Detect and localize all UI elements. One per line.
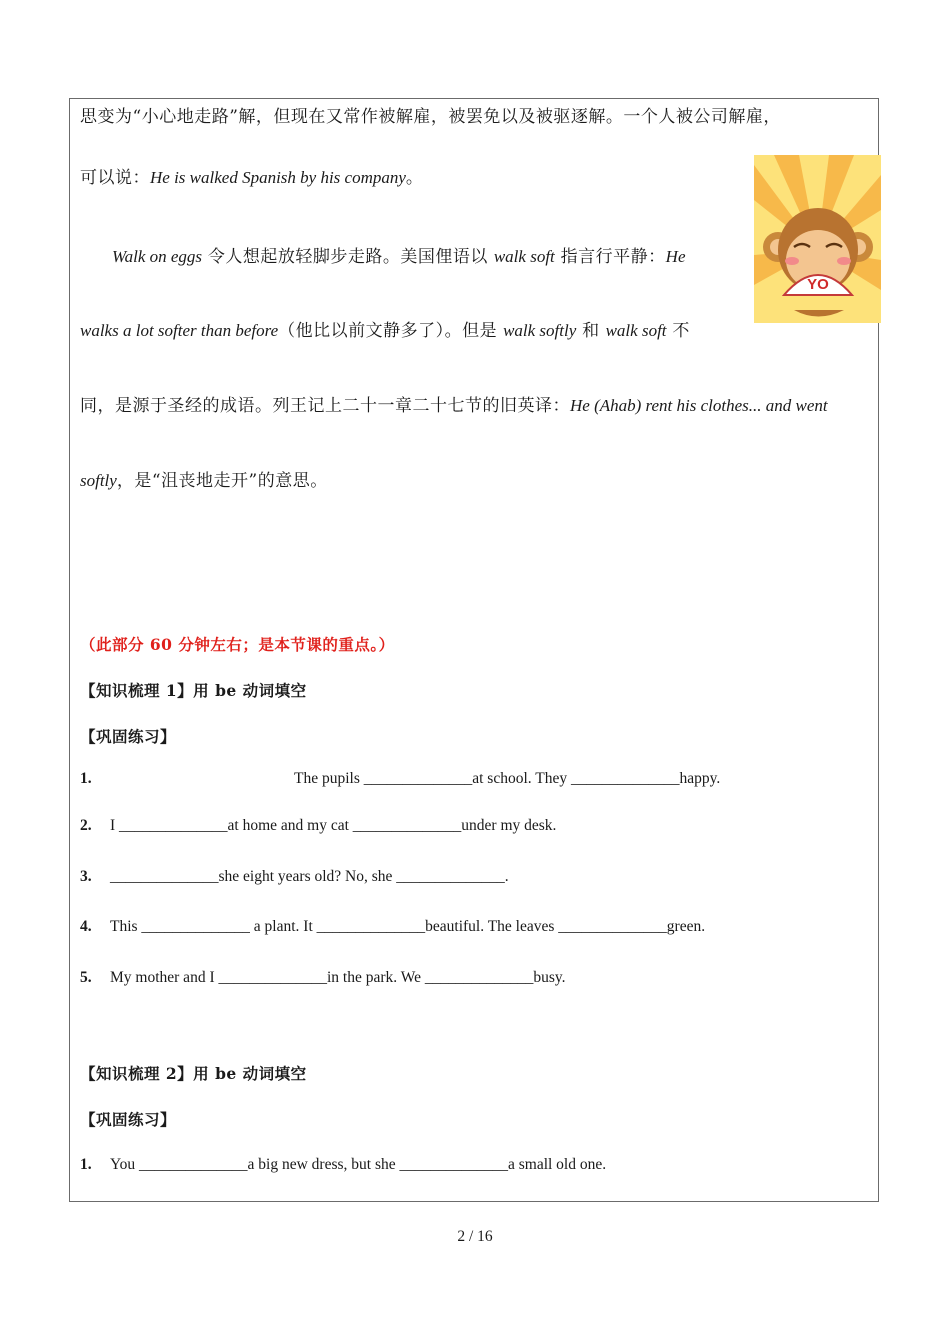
section-heading-1: 【知识梳理 1】用 be 动词填空 bbox=[80, 681, 307, 700]
passage-text: 。 bbox=[405, 168, 424, 188]
exercise-number: 1. bbox=[80, 770, 92, 787]
passage-text: 和 bbox=[576, 321, 606, 341]
english-phrase: He is walked Spanish by his company bbox=[150, 168, 406, 187]
exercise-text: ______________she eight years old? No, she ______________. bbox=[110, 868, 509, 885]
passage-text: ，是“沮丧地走开”的意思。 bbox=[116, 471, 328, 491]
passage-line-2 bbox=[80, 163, 423, 188]
exercise-item bbox=[80, 770, 720, 788]
passage-line-5 bbox=[80, 391, 828, 416]
monkey-sticker-icon bbox=[754, 155, 881, 323]
exercise-text: The pupils ______________at school. They ______________happy. bbox=[294, 770, 721, 787]
passage-text: （他比以前文静多了）。但是 bbox=[278, 321, 504, 341]
exercise-number: 3. bbox=[80, 868, 92, 885]
exercise-item bbox=[80, 868, 509, 886]
passage-text: 同，是源于圣经的成语。列王记上二十一章二十七节的旧英译： bbox=[80, 396, 570, 416]
exercise-number: 5. bbox=[80, 969, 92, 986]
sticker-label: YO bbox=[807, 276, 829, 293]
passage-text: 指言行平静： bbox=[554, 247, 666, 267]
exercise-text: This ______________ a plant. It ______________beautiful. The leaves ______________green. bbox=[110, 918, 706, 935]
section-heading-2: 【知识梳理 2】用 be 动词填空 bbox=[80, 1064, 307, 1083]
time-note: （此部分 60 分钟左右；是本节课的重点。） bbox=[80, 635, 395, 654]
passage-line-1 bbox=[80, 102, 781, 127]
exercise-text: I ______________at home and my cat ______________under my desk. bbox=[110, 817, 557, 834]
english-phrase: walk softly bbox=[503, 321, 577, 340]
exercise-item bbox=[80, 969, 566, 987]
practice-label-2: 【巩固练习】 bbox=[80, 1110, 177, 1129]
passage-line-6 bbox=[80, 466, 328, 491]
page-number: 2 / 16 bbox=[457, 1228, 493, 1245]
passage-text: 令人想起放轻脚步走路。美国俚语以 bbox=[202, 247, 494, 267]
english-phrase: He (Ahab) rent his clothes... and went bbox=[570, 396, 828, 415]
english-phrase: walk soft bbox=[493, 247, 555, 266]
practice-label-1: 【巩固练习】 bbox=[80, 727, 177, 746]
passage-text: 可以说： bbox=[80, 168, 150, 188]
passage-line-3 bbox=[112, 242, 686, 267]
exercise-item bbox=[80, 918, 705, 936]
exercise-number: 4. bbox=[80, 918, 92, 935]
exercise-item bbox=[80, 817, 556, 835]
english-phrase: Walk on eggs bbox=[112, 247, 203, 266]
exercise-text: You ______________a big new dress, but she ______________a small old one. bbox=[110, 1156, 607, 1173]
passage-text: 不 bbox=[666, 321, 690, 341]
english-phrase: walks a lot softer than before bbox=[80, 321, 279, 340]
passage-line-4 bbox=[80, 316, 690, 341]
english-phrase: walk soft bbox=[605, 321, 667, 340]
english-phrase: He bbox=[665, 247, 686, 266]
passage-text: 思变为“小心地走路”解，但现在又常作被解雇，被罢免以及被驱逐解。一个人被公司解雇， bbox=[80, 107, 781, 127]
english-phrase: softly bbox=[80, 471, 117, 490]
exercise-number: 1. bbox=[80, 1156, 92, 1173]
exercise-item bbox=[80, 1156, 606, 1174]
exercise-number: 2. bbox=[80, 817, 92, 834]
exercise-text: My mother and I ______________in the park. We ______________busy. bbox=[110, 969, 566, 986]
